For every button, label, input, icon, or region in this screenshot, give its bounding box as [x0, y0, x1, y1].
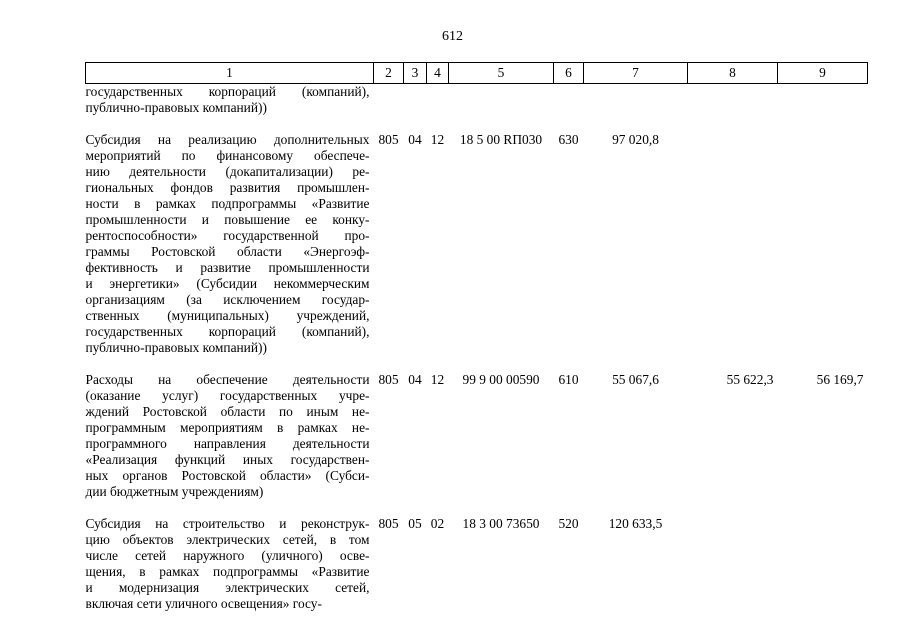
cell-col-4: 02 [430, 516, 445, 531]
table-row [86, 516, 868, 612]
table-row [86, 84, 868, 117]
row-description [86, 372, 374, 500]
cell-col-3: 05 [408, 516, 422, 531]
description-line: фективность и развитие промышленности [85, 260, 370, 275]
cell-col-7 [584, 84, 688, 117]
cell-col-3: 04 [408, 132, 422, 147]
row-spacer [86, 116, 868, 132]
description-line: программным мероприятиям в рамках не- [85, 420, 370, 435]
header-col-4: 4 [427, 63, 449, 84]
cell-col-2: 805 [378, 516, 399, 531]
cell-col-9 [778, 132, 868, 356]
cell-col-7: 97 020,8 [612, 132, 659, 147]
row-spacer-cell [86, 116, 868, 132]
row-description [86, 84, 374, 117]
cell-col-2: 805 [378, 132, 399, 147]
cell-col-9 [778, 516, 868, 612]
header-col-3: 3 [404, 63, 427, 84]
description-line: нию деятельности (докапитализации) ре- [85, 164, 370, 179]
cell-col-2: 805 [378, 372, 399, 387]
cell-col-6: 520 [558, 516, 579, 531]
description-line: ности в рамках подпрограммы «Развитие [85, 196, 370, 211]
header-col-2: 2 [374, 63, 404, 84]
row-description [86, 516, 374, 612]
page-number: 612 [442, 29, 463, 44]
header-col-8: 8 [688, 63, 778, 84]
cell-col-6: 630 [558, 132, 579, 147]
cell-col-3 [404, 84, 427, 117]
cell-col-3: 04 [408, 372, 422, 387]
description-line: щения, в рамках подпрограммы «Развитие [85, 564, 370, 579]
cell-col-5 [449, 84, 554, 117]
header-row [86, 63, 868, 84]
description-line: ственных (муниципальных) учреждений, [85, 308, 370, 323]
description-line: гиональных фондов развития промышлен- [85, 180, 370, 195]
cell-col-6 [554, 84, 584, 117]
description-line: Субсидия на строительство и реконструк- [85, 516, 370, 531]
cell-col-5: 18 3 00 73650 [462, 516, 540, 531]
description-line: ных органов Ростовской области» (Субси- [85, 468, 370, 483]
description-line: публично-правовых компаний)) [85, 100, 267, 115]
description-line: программного направления деятельности [85, 436, 370, 451]
description-line: организациям (за исключением государ- [85, 292, 370, 307]
cell-col-8: 55 622,3 [726, 372, 774, 387]
cell-col-4: 12 [430, 372, 445, 387]
description-line: и энергетики» (Субсидии некоммерческим [85, 276, 370, 291]
cell-col-9 [778, 84, 868, 117]
row-spacer [86, 500, 868, 516]
cell-col-5: 99 9 00 00590 [462, 372, 540, 387]
description-line: промышленности и повышение ее конку- [85, 212, 370, 227]
header-col-7: 7 [584, 63, 688, 84]
cell-col-4 [427, 84, 449, 117]
table-row [86, 372, 868, 500]
description-line: цию объектов электрических сетей, в том [85, 532, 370, 547]
row-spacer-cell [86, 356, 868, 372]
cell-col-4: 12 [430, 132, 445, 147]
description-line: числе сетей наружного (уличного) осве- [85, 548, 370, 563]
description-line: ждений Ростовской области по иным не- [85, 404, 370, 419]
budget-table [85, 62, 868, 612]
description-line: государственных корпораций (компаний), [85, 324, 370, 339]
table-row [86, 132, 868, 356]
cell-col-8 [688, 84, 778, 117]
cell-col-8 [688, 132, 778, 356]
header-col-6: 6 [554, 63, 584, 84]
row-spacer [86, 356, 868, 372]
cell-col-6: 610 [558, 372, 579, 387]
cell-col-9: 56 169,7 [816, 372, 864, 387]
cell-col-7: 55 067,6 [612, 372, 659, 387]
description-line: граммы Ростовской области «Энергоэф- [85, 244, 370, 259]
description-line: публично-правовых компаний)) [85, 340, 267, 355]
description-line: «Реализация функций иных государствен- [85, 452, 370, 467]
description-line: рентоспособности» государственной про- [85, 228, 370, 243]
description-line: государственных корпораций (компаний), [85, 84, 370, 99]
cell-col-8 [688, 516, 778, 612]
cell-col-2 [374, 84, 404, 117]
row-spacer-cell [86, 500, 868, 516]
header-col-5: 5 [449, 63, 554, 84]
cell-col-5: 18 5 00 RП030 [459, 132, 543, 147]
description-line: мероприятий по финансовому обеспече- [85, 148, 370, 163]
description-line: дии бюджетным учреждениям) [85, 484, 264, 499]
description-line: Субсидия на реализацию дополнительных [85, 132, 370, 147]
header-col-1: 1 [86, 63, 374, 84]
description-line: Расходы на обеспечение деятельности [85, 372, 370, 387]
description-line: (оказание услуг) государственных учре- [85, 388, 370, 403]
header-col-9: 9 [778, 63, 868, 84]
table-body [86, 84, 868, 613]
description-line: включая сети уличного освещения» госу- [85, 596, 322, 611]
description-line: и модернизация электрических сетей, [85, 580, 370, 595]
row-description [86, 132, 374, 356]
cell-col-7: 120 633,5 [608, 516, 663, 531]
